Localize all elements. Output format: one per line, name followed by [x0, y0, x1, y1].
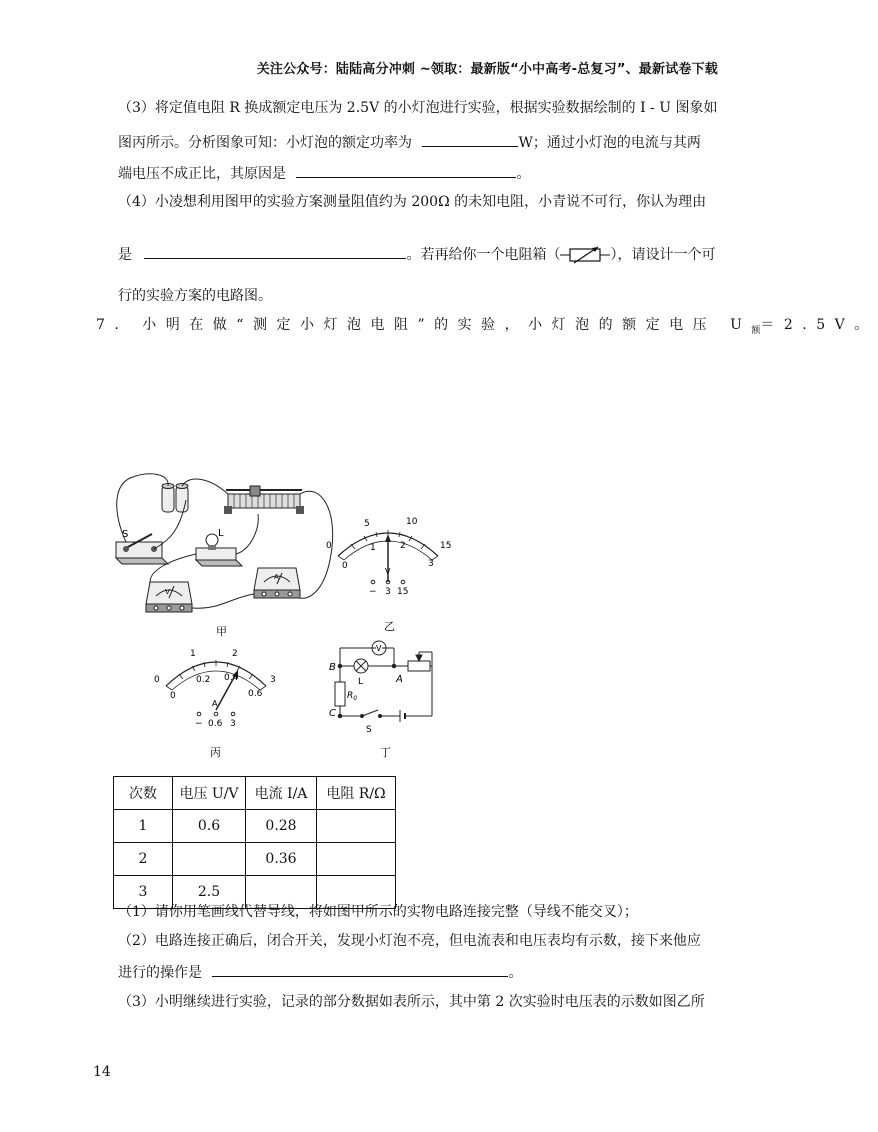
fig-yi-bot-0: 0 [342, 561, 348, 571]
page-header: 关注公众号：陆陆高分冲刺 ~领取：最新版“小中高考-总复习”、最新试卷下载 [256, 62, 718, 77]
fig-ding-caption: 丁 [380, 746, 391, 759]
fig-ding-label-s: S [366, 725, 372, 735]
q6-part3-line3a: 端电压不成正比，其原因是 [118, 166, 286, 182]
table-cell: 0.6 [173, 810, 246, 843]
q6-part4-line1: （4）小凌想利用图甲的实验方案测量阻值约为 200Ω 的未知电阻，小青说不可行，你认为理由 [118, 194, 707, 210]
fig-yi-caption: 乙 [384, 620, 395, 633]
table-header-cell: 电流 I/A [246, 777, 317, 810]
table-row [114, 843, 396, 876]
data-table [113, 776, 396, 909]
table-header-cell: 电阻 R/Ω [317, 777, 396, 810]
fig-jia-caption: 甲 [216, 625, 227, 638]
fig-bing-bot-0: 0 [170, 691, 176, 701]
fig-jia-label-s: S [122, 529, 129, 540]
q7-stem-b: ＝2.5V。 [760, 317, 878, 333]
fig-ding-node-a: A [396, 674, 403, 685]
q6-part4-line2b: 。若再给你一个电阻箱（ [406, 247, 561, 263]
voltmeter-icon [146, 582, 192, 612]
fig-yi-terminal-15: 15 [397, 587, 409, 597]
table-cell[interactable] [317, 810, 396, 843]
table-header-cell: 电压 U/V [173, 777, 246, 810]
q7-part2-line1: （2）电路连接正确后，闭合开关，发现小灯泡不亮，但电流表和电压表均有示数，接下来他应 [118, 933, 701, 949]
fig-jia-label-a: A [274, 573, 279, 581]
q7-stem-a: 7. 小明在做“测定小灯泡电阻”的实验，小灯泡的额定电压 U [96, 317, 752, 333]
fig-yi-terminal-3: 3 [385, 587, 391, 597]
table-cell: 1 [114, 810, 173, 843]
fig-yi-terminal-neg: − [369, 587, 377, 597]
q6-part4-line3: 行的实验方案的电路图。 [118, 288, 272, 304]
table-cell[interactable] [173, 843, 246, 876]
fig-bing-bot-06: 0.6 [248, 689, 263, 699]
fig-bing-top-1: 1 [190, 649, 196, 659]
fig-yi-bot-2: 2 [400, 541, 406, 551]
fig-yi-bot-3: 3 [428, 559, 434, 569]
fig-bing-bot-04: 0.4 [224, 673, 239, 683]
fig-jia-circuit [116, 474, 333, 638]
fig-ding-circuit-diagram [335, 641, 432, 722]
fig-bing-top-0: 0 [154, 675, 160, 685]
fig-yi-top-0: 0 [326, 541, 332, 551]
fig-bing-top-3: 3 [270, 675, 276, 685]
table-cell: 3 [114, 876, 173, 909]
table-cell: 2.5 [173, 876, 246, 909]
rheostat-icon [224, 486, 304, 514]
table-cell[interactable] [317, 843, 396, 876]
fig-bing-terminal-3: 3 [230, 719, 236, 729]
fig-yi-voltmeter-dial [326, 517, 451, 633]
answer-blank-reason[interactable] [296, 163, 516, 178]
q7-stem-sub: 额 [751, 325, 761, 336]
fig-ding-label-v: V [376, 644, 382, 653]
q6-part4-line2c: ），请设计一个可 [610, 247, 716, 263]
answer-blank-why[interactable] [144, 244, 406, 259]
fig-ding-label-r0: $R_0$ [347, 691, 358, 702]
q6-part3-line2b: W；通过小灯泡的电流与其两 [518, 135, 701, 151]
fig-yi-top-10: 10 [406, 517, 418, 527]
page-number: 14 [93, 1064, 111, 1080]
q7-part2-line2 [118, 962, 522, 983]
answer-blank-operation[interactable] [212, 962, 508, 977]
q6-part3-line2a: 图丙所示。分析图象可知：小灯泡的额定功率为 [118, 135, 412, 151]
q6-part3-line3 [118, 163, 530, 184]
resistance-box-icon [560, 245, 610, 265]
q6-part3-line2 [118, 132, 701, 153]
fig-bing-caption: 丙 [210, 746, 221, 759]
fig-ding-node-b: B [329, 662, 336, 673]
q7-part2-line2b: 。 [508, 965, 523, 981]
q7-part1: （1）请你用笔画线代替导线，将如图甲所示的实物电路连接完整（导线不能交叉）； [118, 904, 638, 920]
fig-jia-label-v: V [165, 588, 170, 596]
fig-yi-top-5: 5 [364, 519, 370, 529]
table-cell: 2 [114, 843, 173, 876]
fig-yi-top-15: 15 [440, 541, 452, 551]
q6-part4-line2a: 是 [118, 247, 132, 263]
fig-bing-terminal-neg: − [195, 719, 203, 729]
fig-ding-node-c: C [329, 708, 336, 719]
q6-part3-line3b: 。 [516, 166, 531, 182]
answer-blank-power[interactable] [422, 132, 518, 147]
q6-part4-line2 [118, 244, 715, 265]
fig-yi-meter-letter: V [385, 567, 391, 576]
fig-bing-meter-letter: A [212, 699, 218, 708]
table-header-cell: 次数 [114, 777, 173, 810]
table-cell: 0.28 [246, 810, 317, 843]
table-header-row [114, 777, 396, 810]
fig-bing-bot-02: 0.2 [196, 675, 211, 685]
fig-yi-bot-1: 1 [370, 543, 376, 553]
q7-part2-line2a: 进行的操作是 [118, 965, 202, 981]
table-cell: 0.36 [246, 843, 317, 876]
fig-jia-label-l: L [218, 528, 224, 539]
fig-bing-top-2: 2 [232, 649, 238, 659]
q7-stem [96, 315, 878, 341]
fig-bing-ammeter-dial [154, 649, 276, 759]
figure-panel [100, 470, 460, 770]
fig-bing-terminal-06: 0.6 [208, 719, 223, 729]
q6-part3-line1: （3）将定值电阻 R 换成额定电压为 2.5V 的小灯泡进行实验，根据实验数据绘制的 I - U 图象如 [118, 100, 718, 116]
table-row [114, 810, 396, 843]
fig-ding-label-l: L [358, 677, 364, 687]
q7-part3: （3）小明继续进行实验，记录的部分数据如表所示，其中第 2 次实验时电压表的示数如图乙所 [118, 994, 705, 1010]
